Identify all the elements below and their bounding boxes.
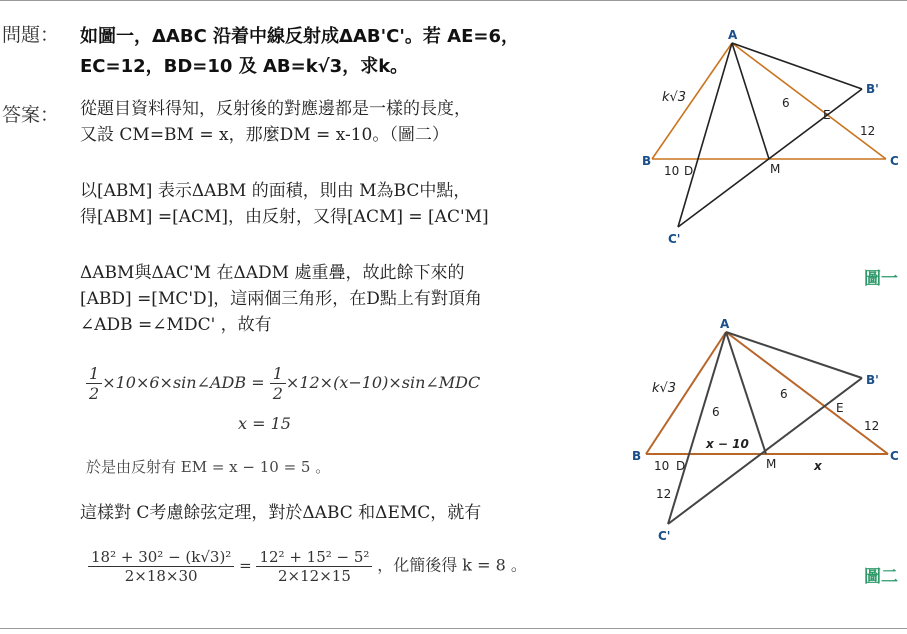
fig2-label-bd: 10 xyxy=(654,459,670,473)
fig2-label-dm: x − 10 xyxy=(706,437,749,451)
answer-para3 xyxy=(80,260,482,338)
fig2-side-ac-prime xyxy=(668,332,726,524)
fig1-median-am xyxy=(732,43,769,159)
fig2-point-d: D xyxy=(676,459,686,473)
fig2-point-b-prime: B' xyxy=(866,373,879,387)
fig1-point-c-prime: C' xyxy=(668,232,681,246)
answer-para2-line2: 得[ABM] =[ACM]，由反射，又得[ACM] = [AC'M] xyxy=(80,207,489,227)
fig1-point-b: B xyxy=(642,154,652,168)
answer-para1 xyxy=(80,96,471,148)
area-equation xyxy=(86,364,480,403)
cosine-result: ，化簡後得 k = 8 。 xyxy=(377,555,527,575)
answer-label: 答案： xyxy=(2,104,60,126)
fig1-label-ec: 12 xyxy=(860,124,876,138)
answer-para3-line3: ∠ADB =∠MDC' ，故有 xyxy=(80,315,272,335)
answer-para3-line2: [ABD] =[MC'D]，這兩個三角形，在D點上有對頂角 xyxy=(80,289,482,309)
cosine-intro: 這樣對 C考慮餘弦定理，對於ΔABC 和ΔEMC，就有 xyxy=(80,503,482,523)
fig2-side-ac xyxy=(726,332,888,454)
fig1-point-d: D xyxy=(684,164,694,178)
bottom-rule xyxy=(0,628,907,629)
question-line-2: EC=12，BD=10 及 AB=k√3，求k。 xyxy=(80,56,409,77)
answer-para1-line2: 又設 CM=BM = x，那麼DM = x-10。（圖二） xyxy=(80,125,449,145)
fig2-point-c: C xyxy=(890,449,899,463)
figure-1-diagram xyxy=(630,25,900,255)
fig2-point-m: M xyxy=(766,457,777,471)
fig2-point-c-prime: C' xyxy=(658,529,671,543)
cosine-equation xyxy=(88,548,527,585)
answer-para2-line1: 以[ABM] 表示ΔABM 的面積，則由 M為BC中點， xyxy=(80,181,471,201)
fig1-label-ab: k√3 xyxy=(662,90,687,105)
question-label: 問題： xyxy=(2,24,60,46)
fig1-side-b-prime-c-prime xyxy=(678,89,862,227)
fig2-point-a: A xyxy=(720,317,730,331)
fig2-point-e: E xyxy=(836,401,844,415)
fraction-half-2: $\frac{1}{2}$ xyxy=(270,364,286,403)
area-equation-left: ×10×6×sin∠ADB = xyxy=(102,373,265,392)
cosine-fraction-2: $\frac{\text{12² + 15² − 5²}}{2\times 12\times 15}$ xyxy=(256,548,372,585)
question-line-1: 如圖一，ΔABC 沿着中線反射成ΔAB'C'。若 AE=6， xyxy=(80,26,519,47)
fig1-point-b-prime: B' xyxy=(866,82,879,96)
fig1-label-ae: 6 xyxy=(782,96,790,110)
fig1-side-ab-prime xyxy=(732,43,862,89)
fig2-point-b: B xyxy=(632,449,642,463)
fig2-label-dc-prime: 12 xyxy=(656,487,672,501)
fraction-half-1: $\frac{1}{2}$ xyxy=(86,364,102,403)
fig1-point-c: C xyxy=(890,154,899,168)
fig1-side-ac xyxy=(732,43,886,159)
top-rule xyxy=(0,0,907,1)
x-value-equation: x = 15 xyxy=(238,414,291,433)
fig2-label-mc: x xyxy=(814,459,822,473)
answer-para1-line1: 從題目資料得知，反射後的對應邊都是一樣的長度， xyxy=(80,99,471,119)
figure-2-caption: 圖二 xyxy=(864,567,898,587)
answer-para3-line1: ΔABM與ΔAC'M 在ΔADM 處重疊，故此餘下來的 xyxy=(80,263,465,283)
fig2-label-ec: 12 xyxy=(864,419,880,433)
cosine-equals: = xyxy=(239,556,252,575)
fig1-label-bd: 10 xyxy=(664,164,680,178)
fig2-label-ae: 6 xyxy=(780,387,788,401)
figure-2-diagram xyxy=(624,312,900,547)
fig1-side-ac-prime xyxy=(678,43,732,227)
cosine-fraction-1: $\frac{\text{18² + 30² − (k√3)²}}{2\times 18\times 30}$ xyxy=(88,548,234,585)
fig2-label-ab: k√3 xyxy=(652,381,677,396)
fig2-median-am xyxy=(726,332,766,454)
reflection-note: 於是由反射有 EM = x − 10 = 5 。 xyxy=(86,458,331,476)
figure-1-caption: 圖一 xyxy=(864,269,898,289)
fig1-point-m: M xyxy=(770,162,781,176)
answer-para2 xyxy=(80,178,489,230)
fig2-side-ab-prime xyxy=(726,332,862,378)
fig1-point-a: A xyxy=(728,28,738,42)
fig1-point-e: E xyxy=(823,108,831,122)
fig2-label-ad: 6 xyxy=(712,405,720,419)
area-equation-right: ×12×(x−10)×sin∠MDC xyxy=(285,373,481,392)
